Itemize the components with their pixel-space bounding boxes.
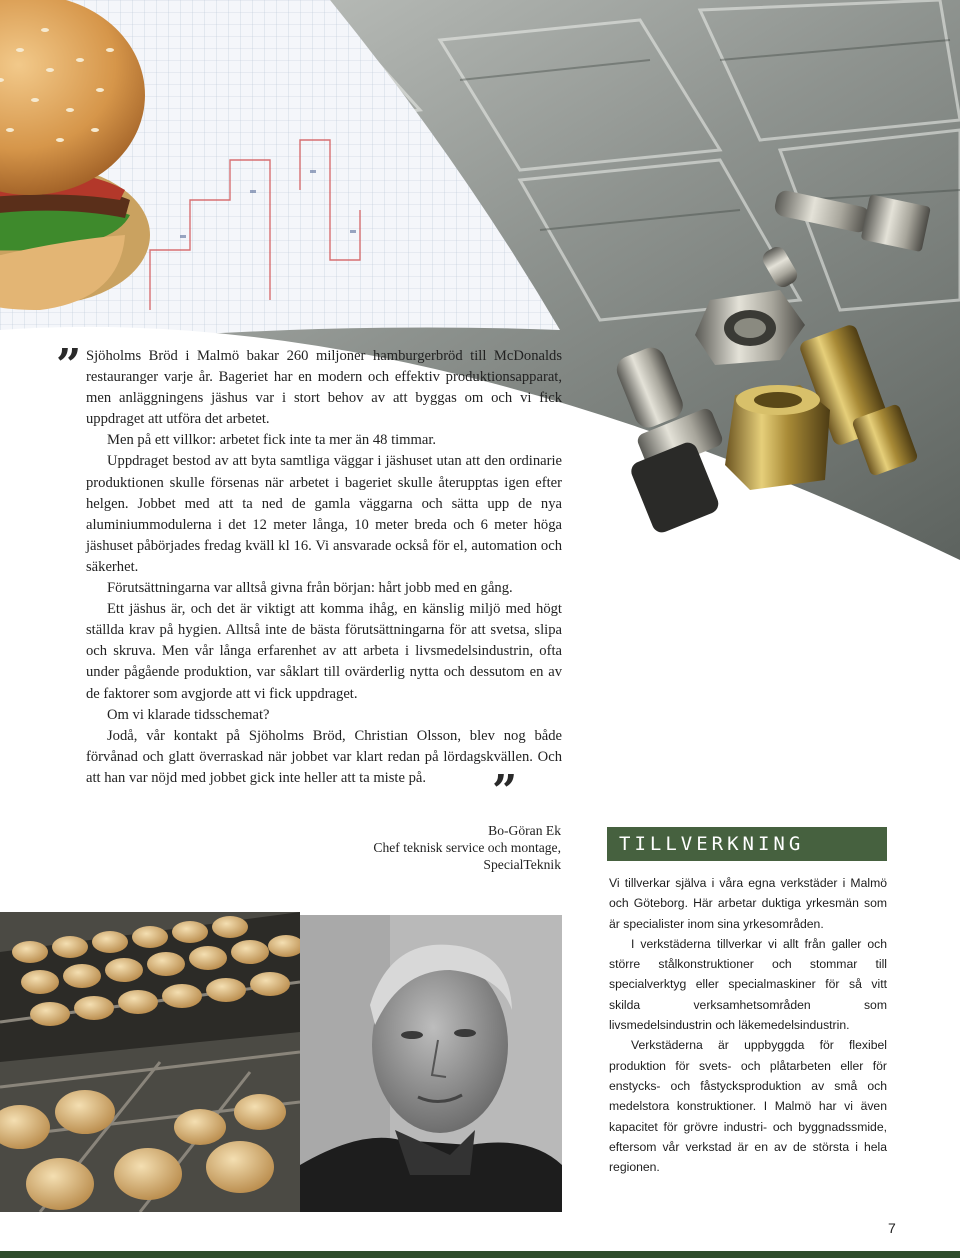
quote-article bbox=[86, 346, 562, 789]
article-paragraph: Förutsättningarna var alltså givna från början: hårt jobb med en gång. bbox=[107, 580, 513, 597]
article-paragraph: Men på ett villkor: arbetet fick inte ta mer än 48 timmar. bbox=[107, 432, 437, 449]
sidebar-paragraph: Vi tillverkar själva i våra egna verkstäder i Malmö och Göteborg. Här arbetar duktiga yrkesmän som är specialister inom sina yrkesområden. bbox=[609, 876, 887, 931]
sidebar-heading: TILLVERKNING bbox=[607, 827, 887, 861]
article-paragraph: Sjöholms Bröd i Malmö bakar 260 miljoner hamburgerbröd till McDonalds restauranger varje år. Bageriet har en modern och effektiv produktionsapparat, men anläggningens jäshus var i stort behov av att byggas om och vi fick uppdraget att utföra det arbetet. bbox=[86, 348, 562, 428]
page-number: 7 bbox=[888, 1220, 896, 1236]
portrait-photo bbox=[300, 915, 562, 1212]
signature-name: Bo-Göran Ek bbox=[488, 823, 561, 838]
sidebar-body bbox=[609, 873, 887, 1177]
signature-title: Chef teknisk service och montage, bbox=[373, 840, 561, 855]
article-paragraph: Jodå, vår kontakt på Sjöholms Bröd, Christian Olsson, blev nog både förvånad och glatt överraskad när jobbet var klart redan på lördagskvällen. Och att han var nöjd med jobbet gick inte heller att ta miste på. bbox=[86, 727, 562, 786]
article-paragraph: Om vi klarade tidsschemat? bbox=[107, 706, 270, 723]
bottom-rule bbox=[0, 1251, 960, 1258]
sidebar-paragraph: Verkstäderna är uppbyggda för flexibel produktion för svets- och plåtarbeten eller för enstycks- och fåstycksproduktion av små och medelstora konstruktioner. I Malmö har vi även kapacitet för grövre industri- och byggnadssmide, eftersom vår verkstad är en av de största i hela regionen. bbox=[609, 1038, 887, 1175]
bakery-buns-photo bbox=[0, 912, 300, 1212]
signature-block bbox=[373, 822, 561, 873]
article-paragraph: Uppdraget bestod av att byta samtliga väggar i jäshuset utan att den ordinarie produktionen skulle försenas när arbetet i bageriet skulle återupptas igen efter helgen. Jobbet med att ta ned de gamla väggarna och sätta upp de nya aluminiummodulerna i det 12 meter långa, 10 meter breda och 6 meter höga jäshuset påbörjades fredag kväll kl 16. Vi ansvarade också för el, automation och säkerhet. bbox=[86, 453, 562, 575]
close-quote-mark: ” bbox=[492, 766, 518, 817]
sidebar-paragraph: I verkstäderna tillverkar vi allt från galler och större stålkonstruktioner och stommar till specialverktyg eller specialmaskiner för så vitt skilda verksamhetsområden som livsmedelsindustrin och läkemedelsindustrin. bbox=[609, 936, 887, 1033]
signature-company: SpecialTeknik bbox=[483, 857, 561, 872]
buns-graphic bbox=[0, 912, 300, 1212]
portrait-graphic bbox=[300, 915, 562, 1212]
article-paragraph: Ett jäshus är, och det är viktigt att komma ihåg, en känslig miljö med högt ställda krav på hygien. Alltså inte de bästa förutsättningarna för att svetsa, slipa och skruva. Men vår långa erfarenhet av att arbeta i livsmedelsindustrin, ofta under pågående produktion, var såklart till ovärderlig nytta och dessutom en av de faktorer som avgjorde att vi fick uppdraget. bbox=[86, 601, 562, 702]
open-quote-mark: ” bbox=[56, 340, 82, 391]
